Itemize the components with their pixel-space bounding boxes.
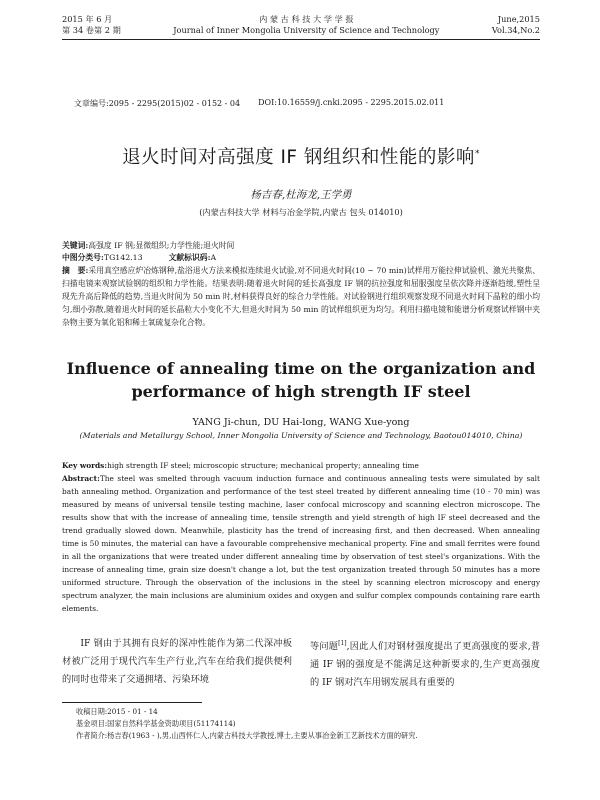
title-zh-text: 退火时间对高强度 IF 钢组织和性能的影响	[122, 147, 475, 168]
body-text	[62, 635, 540, 692]
affiliation-en: (Materials and Metallurgy School, Inner Mongolia University of Science and Technology, Baotou014010, China)	[79, 431, 523, 440]
body-column-left: IF 钢由于其拥有良好的深冲性能作为第二代深冲板材被广泛用于现代汽车生产行业,汽车在给我们提供便利的同时也带来了交通拥堵、污染环境	[62, 638, 292, 685]
footnote-fund: 基金项目:国家自然科学基金资助项目(51174114)	[76, 719, 236, 729]
keywords-en-label: Key words:	[62, 461, 108, 470]
body-right-rest: ,因此人们对钢材强度提出了更高强度的要求,普通 IF 钢的强度是不能满足这种新要求的,生产更高强度的 IF 钢对汽车用钢发展具有重要的	[310, 641, 541, 689]
title-en-line1: Influence of annealing time on the organization and	[66, 359, 536, 378]
journal-name-zh: 内 蒙 古 科 技 大 学 学 报	[259, 14, 354, 24]
doc-code-value: A	[210, 253, 217, 262]
header-journal	[173, 14, 439, 36]
clc-number	[62, 252, 143, 264]
header-volume-en: Vol.34,No.2	[491, 25, 540, 35]
keywords-zh-label: 关键词:	[62, 241, 89, 250]
affiliation-zh: (内蒙古科技大学 材料与冶金学院,内蒙古 包头 014010)	[199, 207, 403, 217]
title-footnote-mark: *	[474, 148, 480, 159]
header-issue	[62, 14, 121, 36]
abstract-zh	[62, 264, 540, 329]
keywords-en	[62, 460, 540, 471]
title-zh	[62, 143, 540, 169]
footnote	[62, 706, 540, 742]
title-en-line2: performance of high strength IF steel	[131, 382, 471, 401]
abstract-zh-text: 采用真空感应炉冶炼钢种,盐浴退火方法来模拟连续退火试验,对不同退火时间(10 ~ 70 min)试样用万能拉伸试验机、激光共聚焦、扫描电镜来观察试验钢的组织和力学性能。结果表明:随着退火时间的延长高强度 IF 钢的抗拉强度和屈服强度呈依次降并逐渐趋缓,塑性呈现先升高后降低的趋势,当退火时间为 50 min 时,材料获得良好的综合力学性能。对试验钢进行组织观察发现不同退火时间下晶粒的细小均匀,细小弥散,随着退火时间的延长晶粒大小变化不大,但退火时间为 50 min 的试样组织更为均匀。利用扫描电镜和能谱分析观察试样钢中夹杂物主要为氧化铝和稀土氧硫复杂化合物。	[62, 266, 540, 327]
authors-zh: 杨吉春,杜海龙,王学勇	[250, 189, 352, 201]
header-volume: 第 34 卷第 2 期	[62, 25, 121, 35]
document-code	[169, 252, 217, 264]
clc-value: TG142.13	[103, 253, 143, 262]
header-rule	[62, 39, 540, 40]
keywords-zh	[62, 240, 540, 252]
footnote-received: 收稿日期:2015 - 01 - 14	[76, 707, 158, 717]
clc-label: 中图分类号:	[62, 253, 104, 262]
keywords-en-text: high strength IF steel; microscopic structure; mechanical property; annealing time	[107, 461, 419, 470]
footnote-rule	[62, 702, 202, 703]
title-en	[62, 357, 540, 403]
header-date: 2015 年 6 月	[62, 14, 113, 24]
journal-name-en: Journal of Inner Mongolia University of Science and Technology	[173, 25, 440, 35]
authors-en: YANG Ji-chun, DU Hai-long, WANG Xue-yong	[192, 417, 410, 428]
paper-page	[62, 14, 540, 742]
doi: DOI:10.16559/j.cnki.2095 - 2295.2015.02.011	[258, 98, 445, 107]
header-issue-en	[492, 14, 540, 36]
article-meta	[62, 98, 540, 109]
running-header	[62, 14, 540, 36]
abstract-en	[62, 472, 540, 615]
footnote-author: 作者简介:杨吉春(1963 - ),男,山西怀仁人,内蒙古科技大学教授,博士,主要从事冶金新工艺新技术方面的研究.	[76, 731, 418, 741]
body-right-start: 等问题	[310, 641, 339, 653]
abstract-en-label: Abstract:	[62, 474, 100, 483]
header-date-en: June,2015	[497, 14, 540, 24]
abstract-en-text: The steel was smelted through vacuum induction furnace and continuous annealing tests were simulated by salt bath annealing method. Organization and performance of the test steel treated by different annealing time (10 - 70 min) was measured by means of universal tensile testing machine, laser confocal microscopy and scanning electron microscope. The results show that with the increase of annealing time, tensile strength and yield strength of high IF steel decreased and the trend gradually slowed down. Meanwhile, plasticity has the trend of increasing first, and then decreased. When annealing time is 50 minutes, the material can have a favourable comprehensive mechanical property. Fine and small ferrites were found in all the organizations that were treated under different annealing time by observation of test steel's organizations. With the increase of annealing time, grain size doesn't change a lot, but the test organization treated through 50 minutes has a more uniformed structure. Through the observation of the inclusions in the steel by scanning electron microscopy and energy spectrum analyzer, the main inclusions are aluminium oxides and oxygen and sulfur complex compounds containing rare earth elements.	[62, 474, 540, 613]
citation-ref: [1]	[338, 640, 347, 647]
abstract-zh-label: 摘 要:	[62, 266, 89, 275]
classification-zh	[62, 252, 540, 264]
article-number: 文章编号:2095 - 2295(2015)02 - 0152 - 04	[74, 99, 241, 108]
keywords-zh-text: 高强度 IF 钢;显微组织;力学性能;退火时间	[88, 241, 235, 250]
doc-code-label: 文献标识码:	[168, 253, 211, 262]
body-column-right	[310, 635, 540, 692]
